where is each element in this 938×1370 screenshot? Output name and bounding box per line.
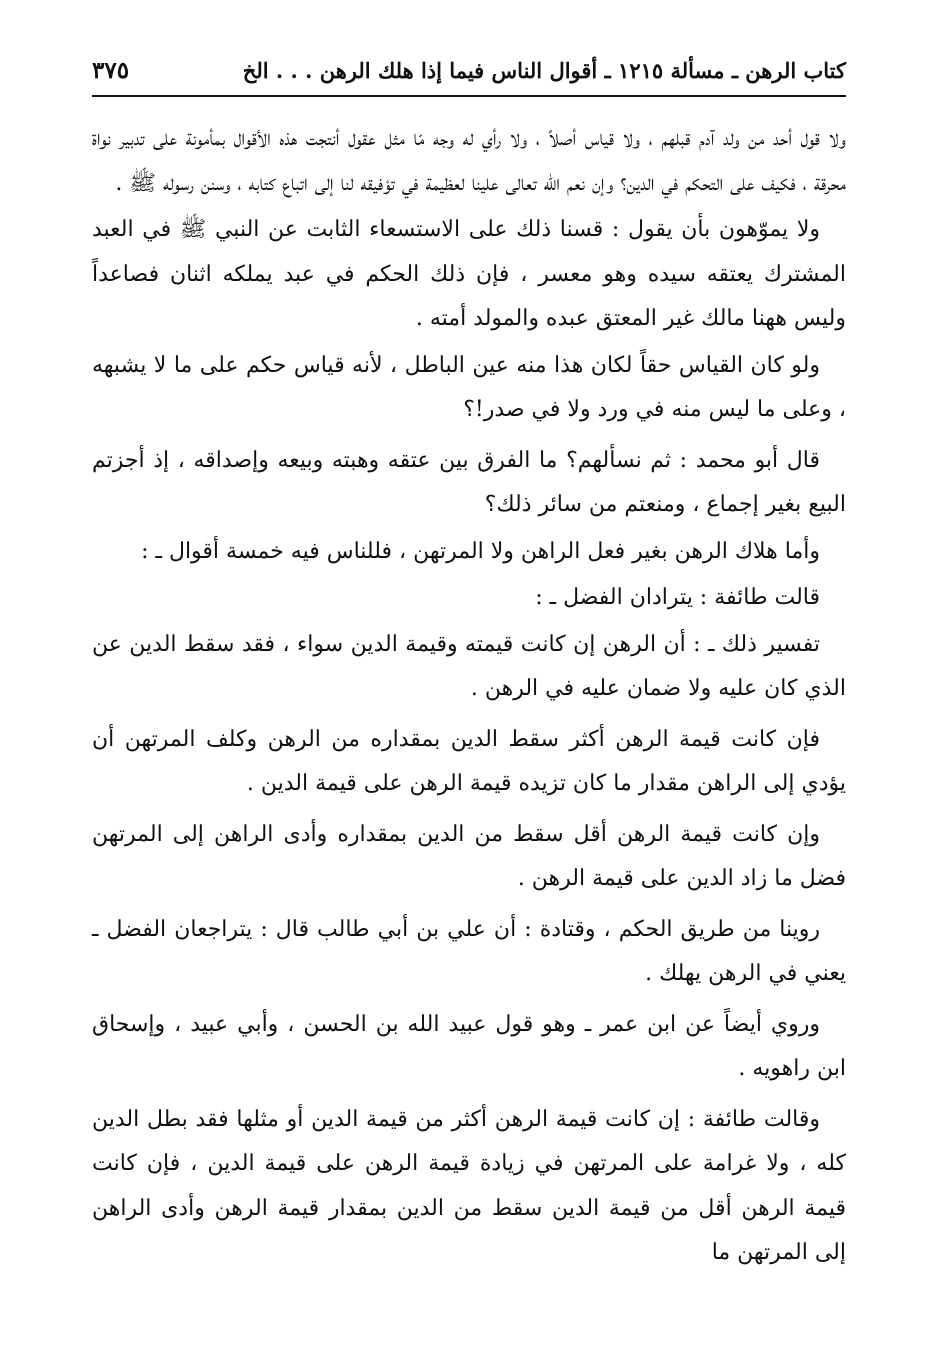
paragraph: وقالت طائفة : إن كانت قيمة الرهن أكثر من قيمة الدين أو مثلها فقد بطل الدين كله ، ولا غرامة على المرتهن في زيادة قيمة الرهن على قيمة الدين ، فإن كانت قيمة الرهن أقل من قيمة الدين سقط من الدين بمقدار قيمة الرهن وأدى الراهن إلى المرتهن ما — [92, 1106, 846, 1265]
header-divider — [92, 95, 846, 97]
paragraph: قال أبو محمد : ثم نسألهم؟ ما الفرق بين عتقه وهبته وبيعه وإصداقه ، إذ أجزتم البيع بغير إجماع ، ومنعتم من سائر ذلك؟ — [92, 447, 846, 517]
paragraph: ولا قول أحد من ولد آدم قبلهم ، ولا قياس أصلاً ، ولا رأي له وجه مّا مثل عقول أنتجت هذه الأقوال بمأمونة على تدبير نواة محرقة ، فكيف على التحكم في الدين؟ وإن نعم الله تعالى علينا لعظيمة في توْفيقه لنا إلى اتباع كتابه ، وسنن رسوله ﷺ . — [92, 126, 846, 196]
paragraph: ولا يموّهون بأن يقول : قسنا ذلك على الاستسعاء الثابت عن النبي ﷺ في العبد المشترك يعتقه سيده وهو معسر ، فإن ذلك الحكم في عبد يملكه اثنان فصاعداً وليس ههنا مالك غير المعتق عبده والمولد أمته . — [92, 217, 846, 331]
page-header — [92, 52, 846, 88]
paragraph: روينا من طريق الحكم ، وقتادة : أن علي بن أبي طالب قال : يتراجعان الفضل ـ يعني في الرهن يهلك . — [92, 916, 846, 986]
paragraph: وإن كانت قيمة الرهن أقل سقط من الدين بمقداره وأدى الراهن إلى المرتهن فضل ما زاد الدين على قيمة الرهن . — [92, 821, 846, 891]
paragraph: قالت طائفة : يترادان الفضل ـ : — [535, 585, 820, 610]
paragraph: وروي أيضاً عن ابن عمر ـ وهو قول عبيد الله بن الحسن ، وأبي عبيد ، وإسحاق ابن راهويه . — [92, 1011, 846, 1081]
paragraph: ولو كان القياس حقاً لكان هذا منه عين الباطل ، لأنه قياس حكم على ما لا يشبهه ، وعلى ما ليس منه في ورد ولا في صدر!؟ — [92, 352, 846, 422]
body-text — [92, 117, 846, 1278]
paragraph: وأما هلاك الرهن بغير فعل الراهن ولا المرتهن ، فللناس فيه خمسة أقوال ـ : — [141, 538, 820, 564]
paragraph: تفسير ذلك ـ : أن الرهن إن كانت قيمته وقيمة الدين سواء ، فقد سقط الدين عن الذي كان عليه ولا ضمان عليه في الرهن . — [92, 631, 846, 701]
running-head: كتاب الرهن ـ مسألة ١٢١٥ ـ أقوال الناس فيما إذا هلك الرهن . . . الخ — [242, 57, 846, 83]
paragraph: فإن كانت قيمة الرهن أكثر سقط الدين بمقداره من الرهن وكلف المرتهن أن يؤدي إلى الراهن مقدار ما كان تزيده قيمة الرهن على قيمة الدين . — [92, 726, 846, 796]
page-number: ٣٧٥ — [92, 56, 130, 84]
